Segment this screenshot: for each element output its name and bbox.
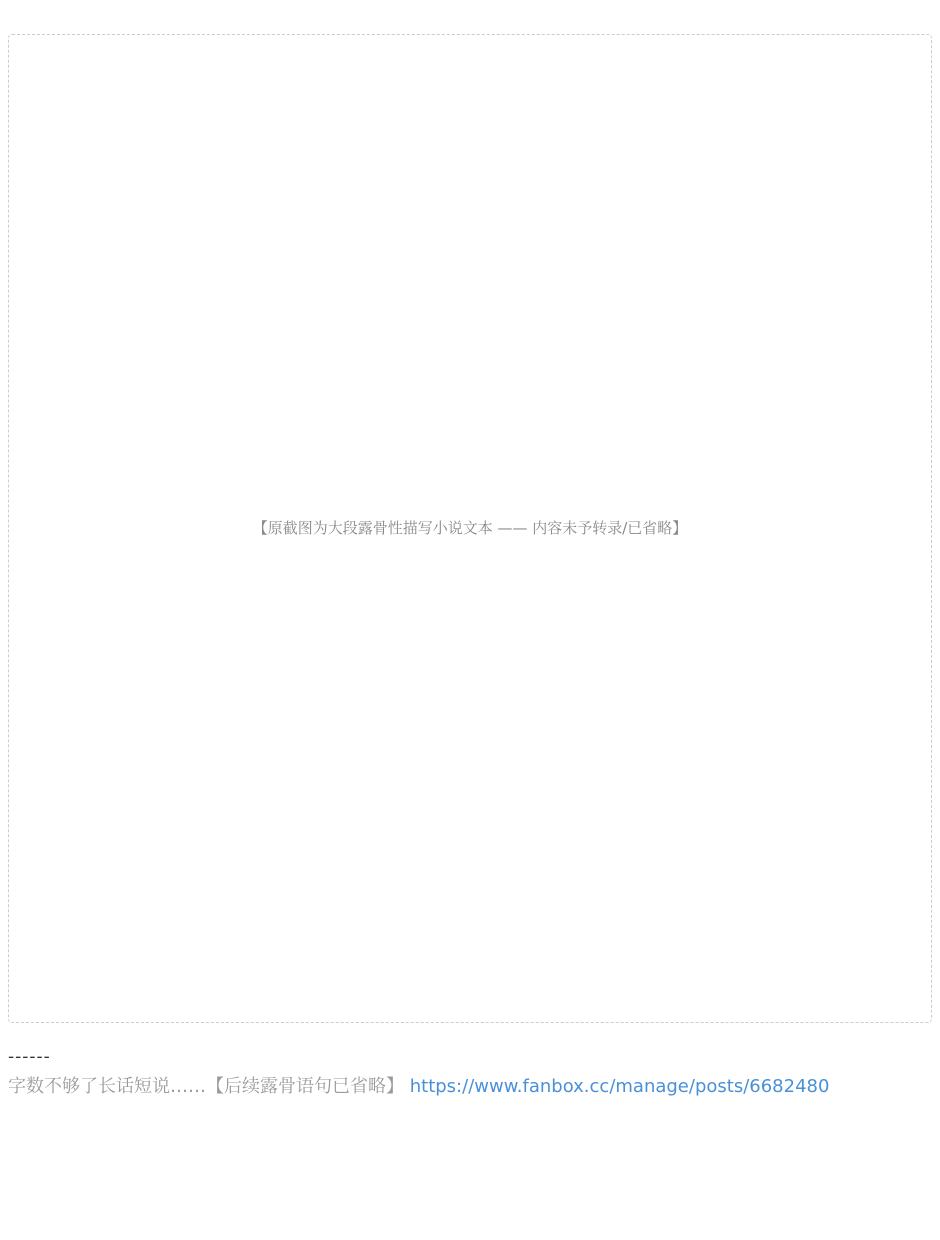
footer-line	[8, 1073, 932, 1102]
redacted-story-text: 【原截图为大段露骨性描写小说文本 —— 内容未予转录/已省略】	[8, 34, 932, 1023]
footer-note: 字数不够了长话短说……【后续露骨语句已省略】	[8, 1076, 404, 1097]
text-divider: ------	[8, 1047, 51, 1067]
fanbox-link[interactable]: https://www.fanbox.cc/manage/posts/6682480	[409, 1076, 830, 1097]
